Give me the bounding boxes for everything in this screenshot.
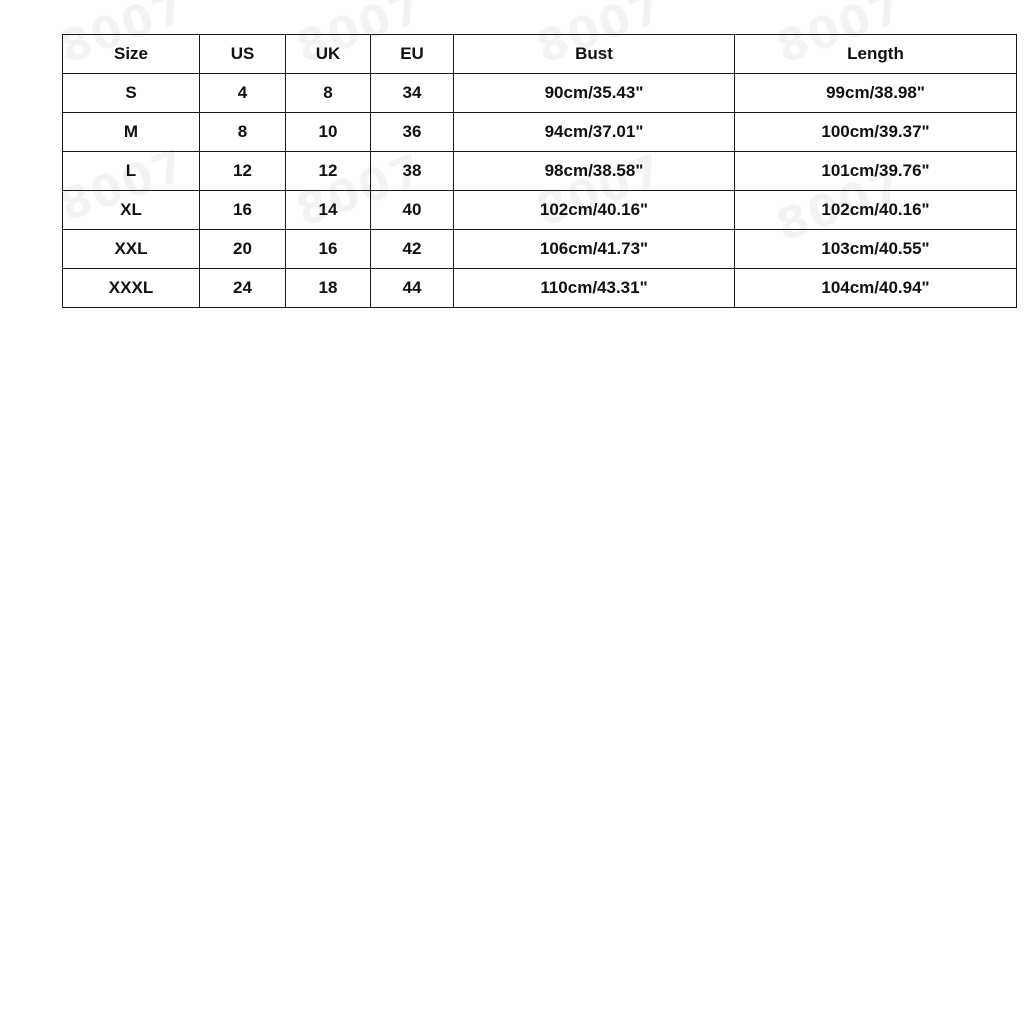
cell-us: 12 (200, 152, 286, 191)
table-header-row (63, 35, 1017, 74)
cell-uk: 10 (286, 113, 371, 152)
cell-us: 8 (200, 113, 286, 152)
cell-bust: 106cm/41.73" (454, 230, 735, 269)
cell-us: 24 (200, 269, 286, 308)
cell-eu: 34 (371, 74, 454, 113)
cell-length: 102cm/40.16" (735, 191, 1017, 230)
cell-length: 100cm/39.37" (735, 113, 1017, 152)
cell-us: 20 (200, 230, 286, 269)
size-chart-table (62, 34, 1017, 308)
cell-size: L (63, 152, 200, 191)
header-bust: Bust (454, 35, 735, 74)
cell-eu: 44 (371, 269, 454, 308)
cell-uk: 14 (286, 191, 371, 230)
header-size: Size (63, 35, 200, 74)
cell-bust: 94cm/37.01" (454, 113, 735, 152)
cell-eu: 40 (371, 191, 454, 230)
cell-us: 16 (200, 191, 286, 230)
cell-uk: 16 (286, 230, 371, 269)
table-row (63, 113, 1017, 152)
cell-size: XXXL (63, 269, 200, 308)
header-us: US (200, 35, 286, 74)
table-row (63, 230, 1017, 269)
header-length: Length (735, 35, 1017, 74)
cell-length: 103cm/40.55" (735, 230, 1017, 269)
cell-length: 104cm/40.94" (735, 269, 1017, 308)
header-uk: UK (286, 35, 371, 74)
cell-length: 99cm/38.98" (735, 74, 1017, 113)
cell-size: XXL (63, 230, 200, 269)
cell-uk: 18 (286, 269, 371, 308)
cell-bust: 90cm/35.43" (454, 74, 735, 113)
table-row (63, 269, 1017, 308)
cell-size: XL (63, 191, 200, 230)
header-eu: EU (371, 35, 454, 74)
cell-uk: 8 (286, 74, 371, 113)
cell-size: M (63, 113, 200, 152)
table-row (63, 152, 1017, 191)
cell-eu: 38 (371, 152, 454, 191)
cell-bust: 98cm/38.58" (454, 152, 735, 191)
cell-bust: 102cm/40.16" (454, 191, 735, 230)
table-row (63, 191, 1017, 230)
cell-length: 101cm/39.76" (735, 152, 1017, 191)
cell-bust: 110cm/43.31" (454, 269, 735, 308)
cell-eu: 42 (371, 230, 454, 269)
cell-us: 4 (200, 74, 286, 113)
cell-uk: 12 (286, 152, 371, 191)
cell-size: S (63, 74, 200, 113)
table-row (63, 74, 1017, 113)
cell-eu: 36 (371, 113, 454, 152)
